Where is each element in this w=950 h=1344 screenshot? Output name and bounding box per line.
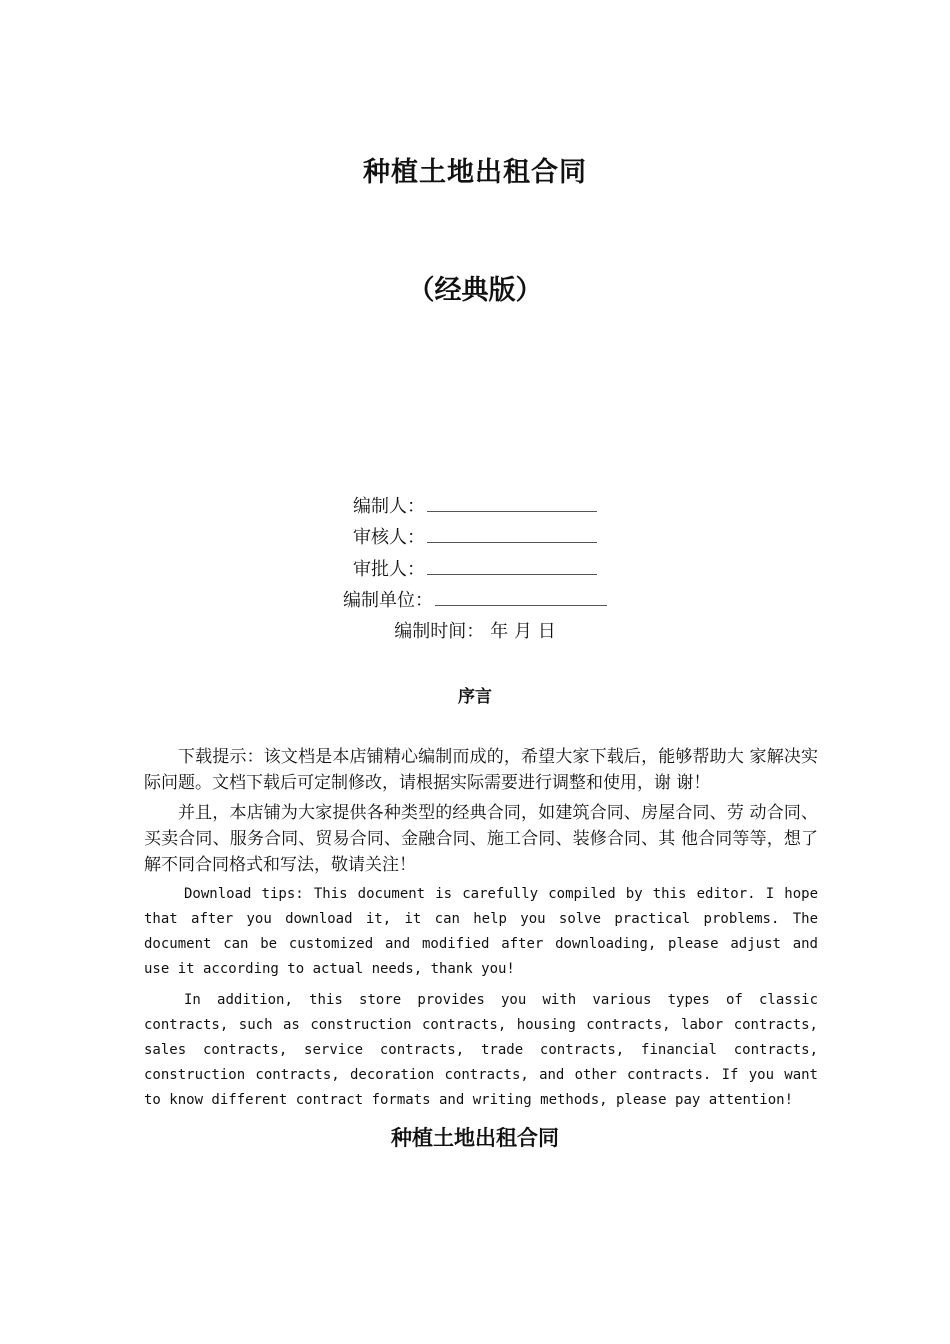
time-value: 年 月 日 bbox=[490, 621, 556, 642]
preface-cn-addition: 并且，本店铺为大家提供各种类型的经典合同，如建筑合同、房屋合同、劳 动合同、买卖合同、服务合同、贸易合同、金融合同、施工合同、装修合同、其 他合同等等，想了解不同合同格式和写法，敬请关注！ bbox=[144, 803, 818, 875]
editor-row bbox=[0, 493, 950, 521]
preface-en-addition: In addition, this store provides you with various types of classic contracts, such as construction contracts, housing contracts, labor contracts, sales contracts, service contracts, trade contracts, financial contracts, construction contracts, decoration contracts, and other contracts. If you want to know different contract formats and writing methods, please pay attention! bbox=[144, 992, 818, 1108]
time-label: 编制时间： bbox=[394, 621, 485, 642]
document-title: 种植土地出租合同 bbox=[363, 157, 587, 188]
editor-blank-line bbox=[427, 495, 597, 512]
approver-blank-line bbox=[427, 558, 597, 575]
reviewer-blank-line bbox=[427, 526, 597, 543]
preface-heading: 序言 bbox=[458, 687, 492, 707]
contract-body-title: 种植土地出租合同 bbox=[391, 1125, 559, 1150]
preface-en-tips: Download tips: This document is carefully compiled by this editor. I hope that after you download it, it can help you solve practical problems. The document can be customized and modified after downloading, please adjust and use it according to actual needs, thank you! bbox=[144, 886, 818, 977]
reviewer-label: 审核人： bbox=[353, 527, 425, 548]
document-subtitle: （经典版） bbox=[407, 275, 543, 306]
editor-label: 编制人： bbox=[353, 496, 425, 517]
unit-label: 编制单位： bbox=[343, 590, 433, 611]
time-row bbox=[0, 618, 950, 646]
preface-cn-tips: 下载提示：该文档是本店铺精心编制而成的，希望大家下载后，能够帮助大 家解决实际问题。文档下载后可定制修改，请根据实际需要进行调整和使用，谢 谢！ bbox=[144, 747, 818, 793]
reviewer-row bbox=[0, 524, 950, 552]
approver-label: 审批人： bbox=[353, 559, 425, 580]
approver-row bbox=[0, 556, 950, 584]
unit-blank-line bbox=[435, 589, 607, 606]
unit-row bbox=[0, 587, 950, 615]
